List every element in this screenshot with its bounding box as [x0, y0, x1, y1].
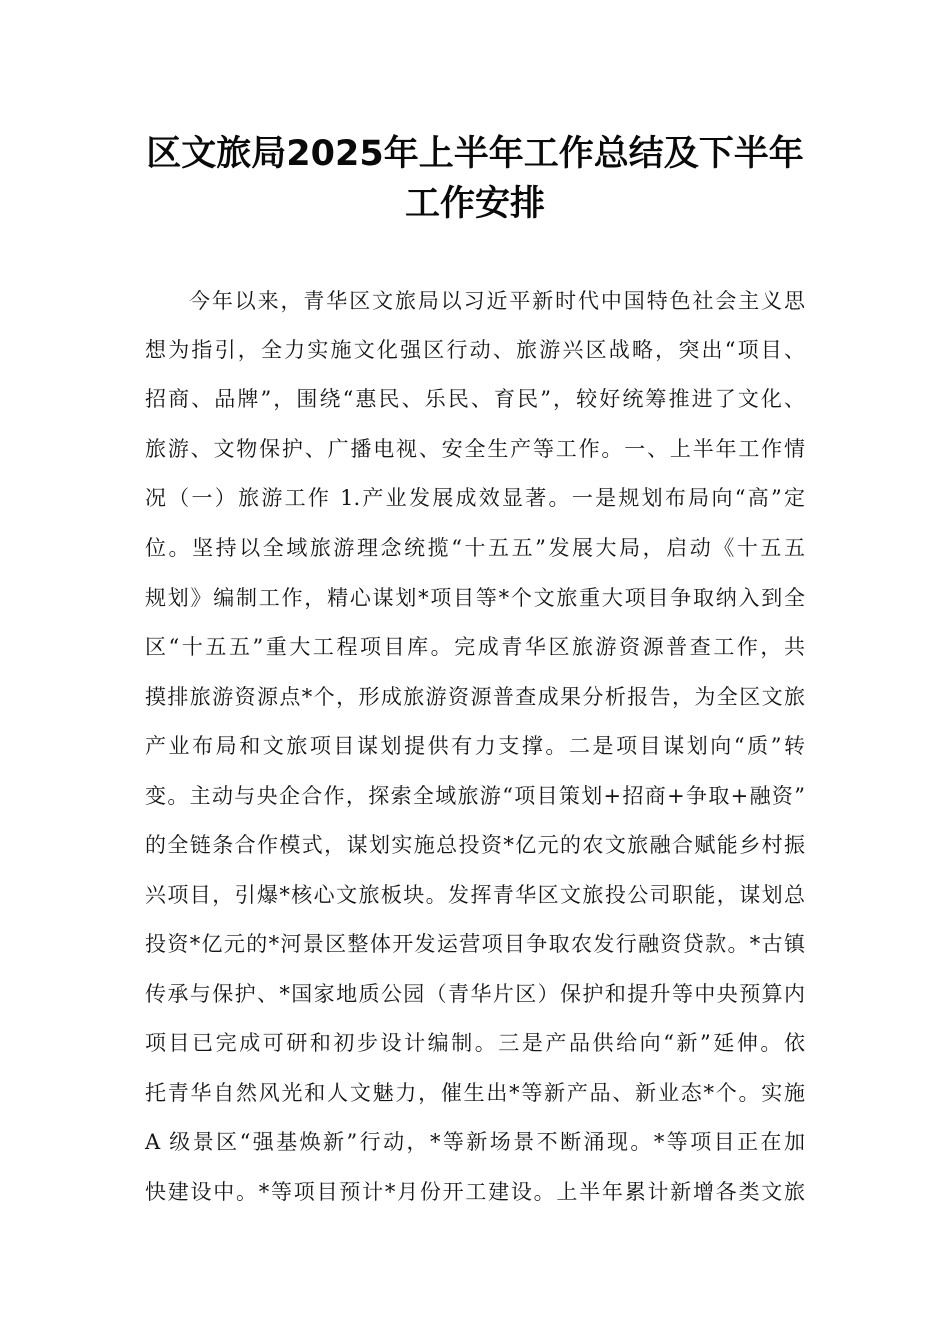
body-paragraph-line-1: 今年以来，青华区文旅局以习近平新时代中国特色社会主义思 [189, 289, 805, 313]
body-paragraph-line-6: 位。坚持以全域旅游理念统揽“十五五”发展大局，启动《十五五 [145, 536, 805, 560]
body-paragraph-line-7: 规划》编制工作，精心谋划*项目等*个文旅重大项目争取纳入到全 [145, 586, 805, 610]
body-paragraph-line-4: 旅游、文物保护、广播电视、安全生产等工作。一、上半年工作情 [145, 437, 805, 461]
body-paragraph-line-9: 摸排旅游资源点*个，形成旅游资源普查成果分析报告，为全区文旅 [145, 685, 805, 709]
document-title-line-2: 工作安排 [404, 184, 545, 224]
body-paragraph-line-10: 产业布局和文旅项目谋划提供有力支撑。二是项目谋划向“质”转 [145, 734, 805, 758]
body-paragraph-line-17: 托青华自然风光和人文魅力，催生出*等新产品、新业态*个。实施 [145, 1081, 805, 1105]
body-paragraph-line-2: 想为指引，全力实施文化强区行动、旅游兴区战略，突出“项目、 [145, 338, 805, 362]
body-paragraph-line-3: 招商、品牌”，围绕“惠民、乐民、育民”，较好统筹推进了文化、 [145, 387, 805, 411]
document-title-line-1: 区文旅局2025年上半年工作总结及下半年 [146, 134, 804, 174]
body-paragraph-line-15: 传承与保护、*国家地质公园（青华片区）保护和提升等中央预算内 [145, 982, 805, 1006]
body-paragraph-line-16: 项目已完成可研和初步设计编制。三是产品供给向“新”延伸。依 [145, 1031, 805, 1055]
body-paragraph-line-8: 区“十五五”重大工程项目库。完成青华区旅游资源普查工作，共 [145, 635, 805, 659]
body-paragraph-line-14: 投资*亿元的*河景区整体开发运营项目争取农发行融资贷款。*古镇 [145, 932, 805, 956]
body-paragraph-line-12: 的全链条合作模式，谋划实施总投资*亿元的农文旅融合赋能乡村振 [145, 833, 805, 857]
body-paragraph-line-18: A 级景区“强基焕新”行动，*等新场景不断涌现。*等项目正在加 [145, 1130, 805, 1154]
body-paragraph-line-19: 快建设中。*等项目预计*月份开工建设。上半年累计新增各类文旅 [145, 1180, 805, 1204]
body-paragraph-line-11: 变。主动与央企合作，探索全域旅游“项目策划+招商+争取+融资” [145, 784, 805, 808]
body-paragraph-line-5: 况（一）旅游工作 1.产业发展成效显著。一是规划布局向“高”定 [145, 486, 805, 510]
body-paragraph-line-13: 兴项目，引爆*核心文旅板块。发挥青华区文旅投公司职能，谋划总 [145, 883, 805, 907]
